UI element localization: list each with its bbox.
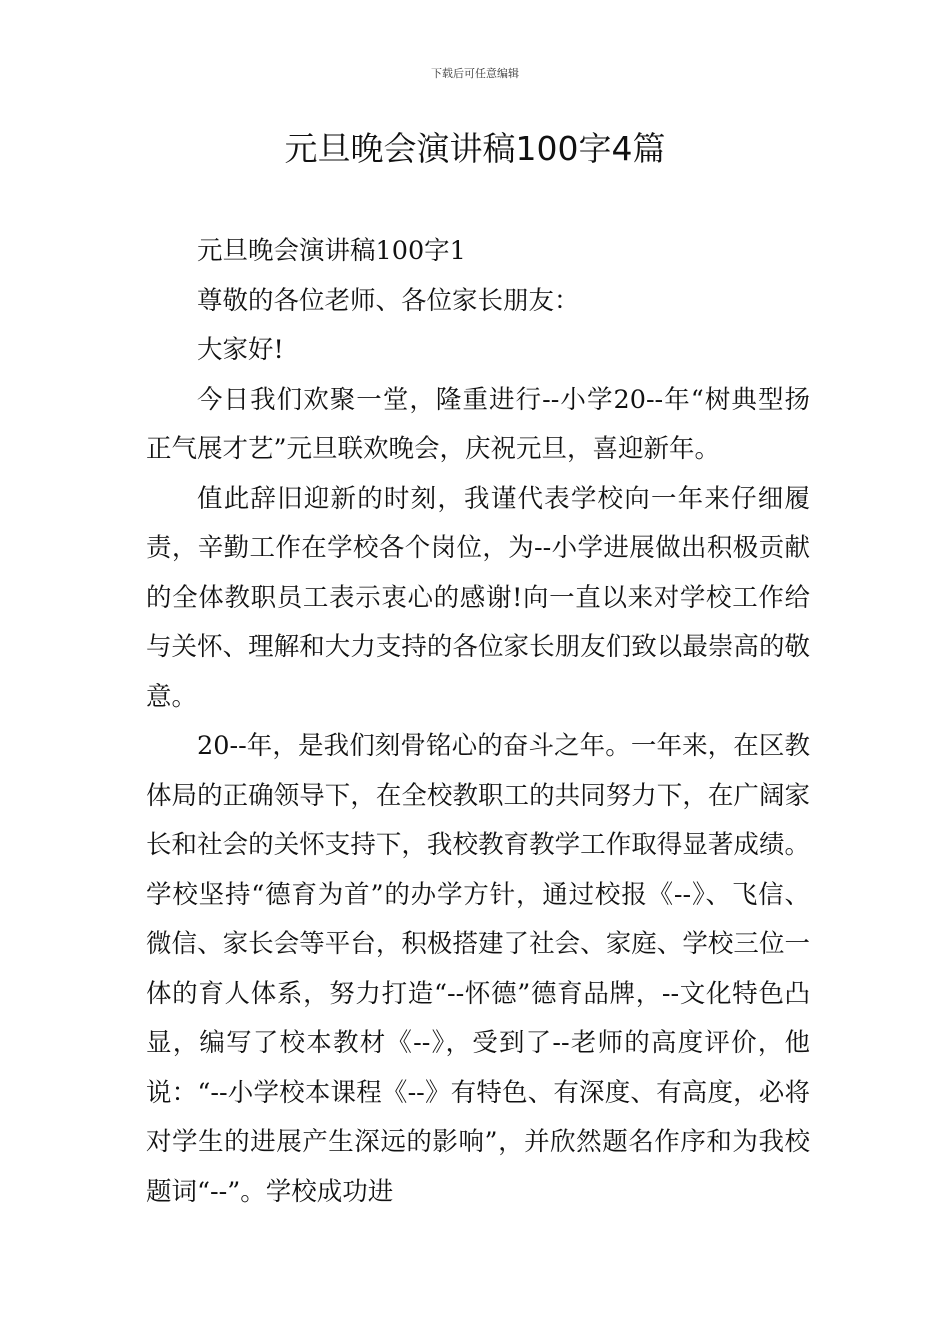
page-header-note: 下载后可任意编辑 xyxy=(431,67,519,80)
body-paragraph: 值此辞旧迎新的时刻，我谨代表学校向一年来仔细履责，辛勤工作在学校各个岗位，为--小学进展做出积极贡献的全体教职员工表示衷心的感谢!向一直以来对学校工作给与关怀、理解和大力支持的各位家长朋友们致以最崇高的敬意。 xyxy=(146,483,810,712)
section-heading: 元旦晚会演讲稿100字1 xyxy=(197,236,466,266)
document-body xyxy=(146,227,810,1217)
salutation: 尊敬的各位老师、各位家长朋友： xyxy=(197,285,580,316)
document-title: 元旦晚会演讲稿100字4篇 xyxy=(284,129,666,168)
body-paragraph: 20--年，是我们刻骨铭心的奋斗之年。一年来，在区教体局的正确领导下，在全校教职工的共同努力下，在广阔家长和社会的关怀支持下，我校教育教学工作取得显著成绩。学校坚持“德育为首”的办学方针，通过校报《--》、飞信、微信、家长会等平台，积极搭建了社会、家庭、学校三位一体的育人体系，努力打造“--怀德”德育品牌，--文化特色凸显，编写了校本教材《--》，受到了--老师的高度评价，他说：“--小学校本课程《--》有特色、有深度、有高度，必将对学生的进展产生深远的影响”，并欣然题名作序和为我校题词“--”。学校成功进 xyxy=(146,731,810,1207)
body-paragraph: 今日我们欢聚一堂，隆重进行--小学20--年“树典型扬正气展才艺”元旦联欢晚会，庆祝元旦，喜迎新年。 xyxy=(146,384,810,464)
greeting: 大家好! xyxy=(197,335,284,365)
